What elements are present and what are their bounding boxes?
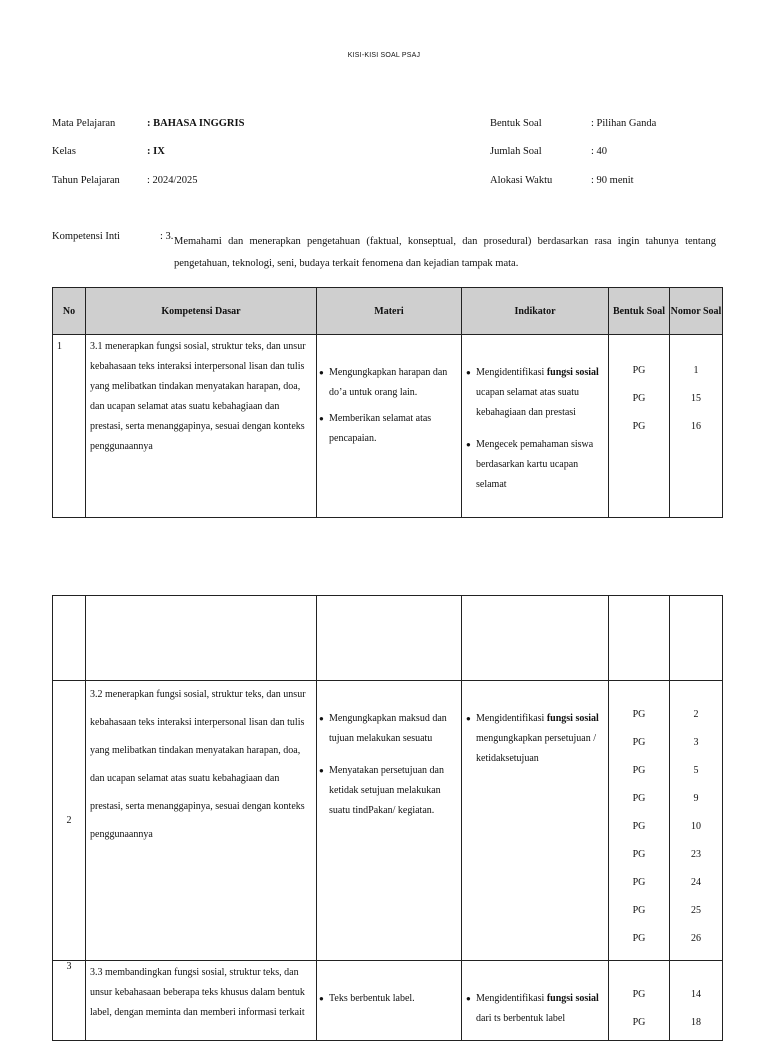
bentuk-value: PG — [632, 421, 646, 432]
header-materi: Materi — [317, 288, 462, 335]
list-item: ● Mengecek pemahaman siswa berdasarkan kartu ucapan selamat — [466, 435, 608, 495]
nomor-value: 2 — [693, 709, 699, 720]
row-materi — [317, 989, 461, 1009]
indikator-bold: fungsi sosial — [546, 713, 599, 724]
row-indikator — [462, 709, 608, 769]
bentuk-value: PG — [632, 393, 646, 404]
bentuk-value: PG — [632, 709, 646, 720]
row-nomor — [670, 357, 722, 441]
table-row — [53, 961, 723, 1041]
row-kd: 3.1 menerapkan fungsi sosial, struktur teks, dan unsur kebahasaan teks interaksi interpersonal lisan dan tulis yang melibatkan tindakan menyatakan harapan, doa, dan ucapan selamat atas suatu kebahagiaan dan prestasi, serta menanggapinya, sesuai dengan konteks penggunaannya — [90, 341, 306, 452]
empty-row — [53, 596, 723, 681]
time-label: Alokasi Waktu — [490, 175, 553, 186]
indikator-text: dari ts berbentuk label — [476, 1013, 566, 1024]
subject-value: : BAHASA INGGRIS — [147, 118, 245, 129]
nomor-value: 26 — [691, 933, 701, 944]
nomor-value: 24 — [691, 877, 701, 888]
bentuk-value: PG — [632, 877, 646, 888]
row-bentuk — [609, 981, 669, 1037]
row-materi — [317, 709, 461, 821]
nomor-value: 16 — [691, 421, 701, 432]
indikator-text: ucapan selamat atas suatu kebahagiaan dan prestasi — [476, 387, 580, 418]
table-row — [53, 681, 723, 961]
nomor-value: 18 — [691, 1017, 701, 1028]
bentuk-value: PG — [632, 821, 646, 832]
bentuk-value: PG — [632, 989, 646, 1000]
subject-label: Mata Pelajaran — [52, 118, 116, 129]
core-competence-number: : 3. — [160, 231, 174, 242]
indikator-text: Mengidentifikasi — [476, 367, 547, 378]
count-label: Jumlah Soal — [490, 146, 542, 157]
bentuk-value: PG — [632, 365, 646, 376]
row-no: 2 — [66, 815, 72, 826]
header-indikator: Indikator — [462, 288, 609, 335]
bentuk-value: PG — [632, 737, 646, 748]
row-materi — [317, 363, 461, 449]
nomor-value: 3 — [693, 737, 699, 748]
list-item: ● Teks berbentuk label. — [319, 989, 461, 1009]
count-value: : 40 — [591, 146, 608, 157]
row-kd: 3.3 membandingkan fungsi sosial, struktur teks, dan unsur kebahasaan beberapa teks khusus dalam bentuk label, dengan meminta dan memberi informasi terkait — [90, 967, 305, 1018]
bentuk-value: PG — [632, 933, 646, 944]
row-indikator — [462, 363, 608, 495]
row-kd: 3.2 menerapkan fungsi sosial, struktur teks, dan unsur kebahasaan teks interaksi interpersonal lisan dan tulis yang melibatkan tindakan menyatakan harapan, doa, dan ucapan selamat atas suatu kebahagiaan dan prestasi, serta menanggapinya, sesuai dengan konteks penggunaannya — [90, 689, 306, 840]
header-kd: Kompetensi Dasar — [86, 288, 317, 335]
row-nomor — [670, 981, 722, 1037]
bentuk-value: PG — [632, 1017, 646, 1028]
list-item: ● Memberikan selamat atas pencapaian. — [319, 409, 461, 449]
bentuk-value: PG — [632, 849, 646, 860]
header-no: No — [53, 288, 86, 335]
bentuk-value: PG — [632, 905, 646, 916]
list-item: ● Mengungkapkan harapan dan do’a untuk orang lain. — [319, 363, 461, 403]
bentuk-value: PG — [632, 793, 646, 804]
row-nomor — [670, 701, 722, 953]
nomor-value: 15 — [691, 393, 701, 404]
row-bentuk — [609, 701, 669, 953]
header-nomor: Nomor Soal — [670, 288, 723, 335]
nomor-value: 23 — [691, 849, 701, 860]
form-label: Bentuk Soal — [490, 118, 542, 129]
grid-table-1 — [52, 287, 723, 518]
core-competence-label: Kompetensi Inti — [52, 231, 120, 242]
indikator-bold: fungsi sosial — [546, 367, 599, 378]
row-no: 3 — [66, 961, 72, 972]
nomor-value: 10 — [691, 821, 701, 832]
header-bentuk: Bentuk Soal — [609, 288, 670, 335]
year-value: : 2024/2025 — [147, 175, 198, 186]
time-value: : 90 menit — [591, 175, 634, 186]
document-title: KISI-KISI SOAL PSAJ — [347, 52, 421, 59]
nomor-value: 5 — [693, 765, 699, 776]
core-competence-text: Memahami dan menerapkan pengetahuan (faktual, konseptual, dan prosedural) berdasarkan rasa ingin tahunya tentang pengetahuan, teknologi, seni, budaya terkait fenomena dan kejadian tampak mata. — [174, 236, 716, 269]
class-label: Kelas — [52, 146, 76, 157]
indikator-text: mengungkapkan persetujuan / ketidaksetujuan — [476, 733, 596, 764]
nomor-value: 1 — [693, 365, 699, 376]
list-item — [466, 709, 608, 769]
list-item: ● Mengungkapkan maksud dan tujuan melakukan sesuatu — [319, 709, 461, 749]
list-item — [466, 989, 608, 1029]
class-value: : IX — [147, 146, 165, 157]
nomor-value: 14 — [691, 989, 701, 1000]
list-item: ● Menyatakan persetujuan dan ketidak setujuan melakukan suatu tindPakan/ kegiatan. — [319, 761, 461, 821]
year-label: Tahun Pelajaran — [52, 175, 120, 186]
indikator-text: Mengidentifikasi — [476, 993, 547, 1004]
nomor-value: 25 — [691, 905, 701, 916]
nomor-value: 9 — [693, 793, 699, 804]
row-bentuk — [609, 357, 669, 441]
indikator-bold: fungsi sosial — [546, 993, 599, 1004]
bentuk-value: PG — [632, 765, 646, 776]
list-item — [466, 363, 608, 423]
row-no: 1 — [57, 341, 62, 352]
row-indikator — [462, 989, 608, 1029]
form-value: : Pilihan Ganda — [591, 118, 657, 129]
table-row — [53, 335, 723, 518]
grid-table-2 — [52, 595, 723, 1041]
indikator-text: Mengidentifikasi — [476, 713, 547, 724]
